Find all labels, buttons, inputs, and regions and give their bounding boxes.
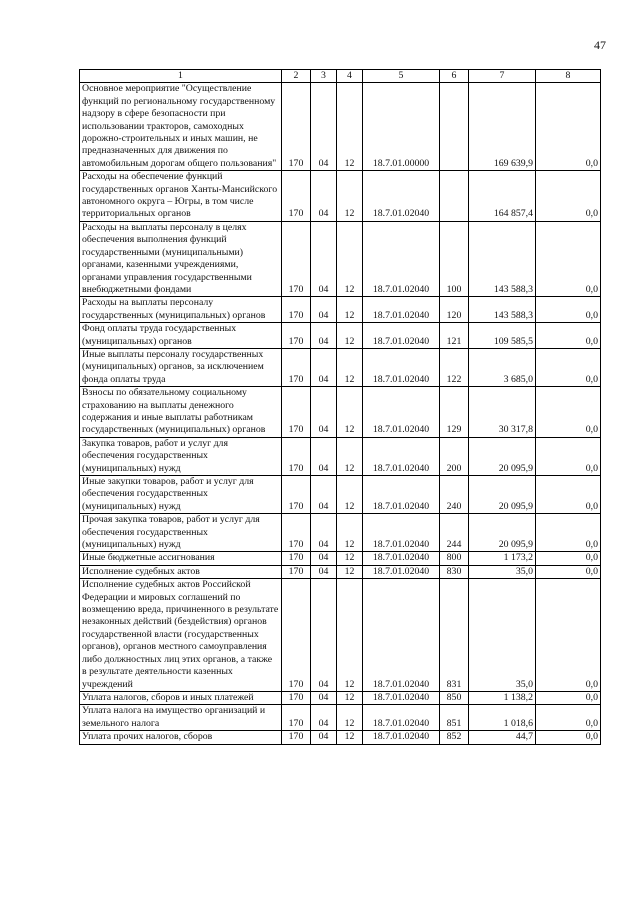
table-row [80, 297, 601, 323]
row-amount: 35,0 [469, 565, 536, 578]
row-admin-code: 170 [282, 437, 311, 475]
row-name: Прочая закупка товаров, работ и услуг для обеспечения государственных (муниципальных) нужд [80, 514, 282, 552]
row-section-code: 04 [311, 297, 337, 323]
row-amount: 20 095,9 [469, 476, 536, 514]
row-target-code: 18.7.01.00000 [363, 83, 440, 171]
column-header-5: 5 [363, 70, 440, 83]
table-row [80, 579, 601, 692]
row-amount-other: 0,0 [536, 323, 601, 349]
row-subsection-code: 12 [337, 297, 363, 323]
table-row [80, 691, 601, 704]
row-amount-other: 0,0 [536, 691, 601, 704]
row-subsection-code: 12 [337, 323, 363, 349]
row-target-code: 18.7.01.02040 [363, 579, 440, 692]
row-expense-type: 851 [440, 705, 469, 731]
row-name: Закупка товаров, работ и услуг для обеспечения государственных (муниципальных) нужд [80, 437, 282, 475]
row-section-code: 04 [311, 514, 337, 552]
row-amount: 1 138,2 [469, 691, 536, 704]
row-section-code: 04 [311, 387, 337, 438]
row-admin-code: 170 [282, 705, 311, 731]
row-name: Уплата прочих налогов, сборов [80, 731, 282, 744]
row-target-code: 18.7.01.02040 [363, 297, 440, 323]
row-name: Основное мероприятие "Осуществление функций по региональному государственному надзору в сфере безопасности при использовании тракторов, самоходных дорожно-строительных и иных машин, не предназначенных для движения по автомобильным дорогам общего пользования" [80, 83, 282, 171]
row-target-code: 18.7.01.02040 [363, 565, 440, 578]
row-amount-other: 0,0 [536, 171, 601, 222]
row-amount-other: 0,0 [536, 552, 601, 565]
row-admin-code: 170 [282, 552, 311, 565]
table-row [80, 514, 601, 552]
row-name: Расходы на выплаты персоналу в целях обеспечения выполнения функций государственными (муниципальными) органами, казенными учреждениями, органами управления государственными внебюджетными фондами [80, 221, 282, 296]
row-target-code: 18.7.01.02040 [363, 691, 440, 704]
row-subsection-code: 12 [337, 514, 363, 552]
row-amount-other: 0,0 [536, 221, 601, 296]
row-section-code: 04 [311, 476, 337, 514]
row-admin-code: 170 [282, 476, 311, 514]
row-section-code: 04 [311, 171, 337, 222]
row-expense-type: 244 [440, 514, 469, 552]
row-amount-other: 0,0 [536, 579, 601, 692]
row-amount: 1 173,2 [469, 552, 536, 565]
table-row [80, 221, 601, 296]
budget-table [79, 69, 601, 745]
column-header-7: 7 [469, 70, 536, 83]
row-subsection-code: 12 [337, 171, 363, 222]
table-row [80, 565, 601, 578]
column-header-8: 8 [536, 70, 601, 83]
row-name: Исполнение судебных актов [80, 565, 282, 578]
row-expense-type: 121 [440, 323, 469, 349]
row-target-code: 18.7.01.02040 [363, 476, 440, 514]
row-expense-type [440, 171, 469, 222]
row-admin-code: 170 [282, 565, 311, 578]
row-name: Исполнение судебных актов Российской Федерации и мировых соглашений по возмещению вреда, причиненного в результате незаконных действий (бездействия) органов государственной власти (государственных органов), органов местного самоуправления либо должностных лиц этих органов, а также в результате деятельности казенных учреждений [80, 579, 282, 692]
column-header-2: 2 [282, 70, 311, 83]
table-row [80, 705, 601, 731]
row-amount: 1 018,6 [469, 705, 536, 731]
row-section-code: 04 [311, 552, 337, 565]
row-amount: 44,7 [469, 731, 536, 744]
column-header-3: 3 [311, 70, 337, 83]
table-body [80, 83, 601, 744]
row-expense-type: 200 [440, 437, 469, 475]
row-amount-other: 0,0 [536, 387, 601, 438]
table-row [80, 323, 601, 349]
row-amount: 3 685,0 [469, 348, 536, 386]
row-amount-other: 0,0 [536, 297, 601, 323]
row-section-code: 04 [311, 221, 337, 296]
row-amount-other: 0,0 [536, 565, 601, 578]
page-number: 47 [594, 38, 606, 52]
row-admin-code: 170 [282, 579, 311, 692]
row-expense-type: 850 [440, 691, 469, 704]
row-amount-other: 0,0 [536, 476, 601, 514]
row-section-code: 04 [311, 565, 337, 578]
row-section-code: 04 [311, 705, 337, 731]
row-target-code: 18.7.01.02040 [363, 387, 440, 438]
column-header-6: 6 [440, 70, 469, 83]
table-row [80, 437, 601, 475]
row-name: Расходы на обеспечение функций государственных органов Ханты-Мансийского автономного округа – Югры, в том числе территориальных органов [80, 171, 282, 222]
row-expense-type: 240 [440, 476, 469, 514]
row-subsection-code: 12 [337, 731, 363, 744]
row-subsection-code: 12 [337, 221, 363, 296]
table-row [80, 731, 601, 744]
table-row [80, 387, 601, 438]
table-row [80, 348, 601, 386]
row-expense-type: 120 [440, 297, 469, 323]
row-target-code: 18.7.01.02040 [363, 348, 440, 386]
row-section-code: 04 [311, 323, 337, 349]
row-amount-other: 0,0 [536, 731, 601, 744]
row-target-code: 18.7.01.02040 [363, 552, 440, 565]
table-row [80, 83, 601, 171]
row-subsection-code: 12 [337, 579, 363, 692]
row-admin-code: 170 [282, 387, 311, 438]
row-subsection-code: 12 [337, 437, 363, 475]
row-amount-other: 0,0 [536, 514, 601, 552]
row-name: Уплата налога на имущество организаций и земельного налога [80, 705, 282, 731]
table-row [80, 552, 601, 565]
row-name: Расходы на выплаты персоналу государственных (муниципальных) органов [80, 297, 282, 323]
row-section-code: 04 [311, 691, 337, 704]
row-name: Уплата налогов, сборов и иных платежей [80, 691, 282, 704]
row-subsection-code: 12 [337, 565, 363, 578]
row-name: Иные закупки товаров, работ и услуг для обеспечения государственных (муниципальных) нужд [80, 476, 282, 514]
row-expense-type: 129 [440, 387, 469, 438]
row-expense-type: 852 [440, 731, 469, 744]
row-target-code: 18.7.01.02040 [363, 705, 440, 731]
row-amount: 20 095,9 [469, 514, 536, 552]
row-admin-code: 170 [282, 514, 311, 552]
row-target-code: 18.7.01.02040 [363, 514, 440, 552]
row-target-code: 18.7.01.02040 [363, 171, 440, 222]
row-amount: 30 317,8 [469, 387, 536, 438]
row-name: Фонд оплаты труда государственных (муниципальных) органов [80, 323, 282, 349]
row-target-code: 18.7.01.02040 [363, 731, 440, 744]
row-section-code: 04 [311, 579, 337, 692]
row-admin-code: 170 [282, 83, 311, 171]
row-admin-code: 170 [282, 691, 311, 704]
row-expense-type: 800 [440, 552, 469, 565]
row-target-code: 18.7.01.02040 [363, 221, 440, 296]
row-target-code: 18.7.01.02040 [363, 437, 440, 475]
row-amount: 109 585,5 [469, 323, 536, 349]
row-target-code: 18.7.01.02040 [363, 323, 440, 349]
row-subsection-code: 12 [337, 387, 363, 438]
row-amount: 20 095,9 [469, 437, 536, 475]
row-amount: 164 857,4 [469, 171, 536, 222]
row-admin-code: 170 [282, 171, 311, 222]
row-subsection-code: 12 [337, 552, 363, 565]
table-header [80, 70, 601, 83]
row-expense-type: 122 [440, 348, 469, 386]
row-section-code: 04 [311, 83, 337, 171]
row-amount: 169 639,9 [469, 83, 536, 171]
row-subsection-code: 12 [337, 705, 363, 731]
row-name: Взносы по обязательному социальному страхованию на выплаты денежного содержания и иные выплаты работникам государственных (муниципальных) органов [80, 387, 282, 438]
row-admin-code: 170 [282, 221, 311, 296]
row-amount-other: 0,0 [536, 705, 601, 731]
column-header-4: 4 [337, 70, 363, 83]
row-expense-type [440, 83, 469, 171]
row-amount-other: 0,0 [536, 348, 601, 386]
row-amount-other: 0,0 [536, 83, 601, 171]
row-admin-code: 170 [282, 323, 311, 349]
row-section-code: 04 [311, 731, 337, 744]
row-expense-type: 831 [440, 579, 469, 692]
column-header-1: 1 [80, 70, 282, 83]
row-subsection-code: 12 [337, 691, 363, 704]
row-admin-code: 170 [282, 348, 311, 386]
row-amount: 143 588,3 [469, 297, 536, 323]
row-name: Иные выплаты персоналу государственных (муниципальных) органов, за исключением фонда оплаты труда [80, 348, 282, 386]
header-row [80, 70, 601, 83]
row-name: Иные бюджетные ассигнования [80, 552, 282, 565]
row-amount-other: 0,0 [536, 437, 601, 475]
row-subsection-code: 12 [337, 348, 363, 386]
row-subsection-code: 12 [337, 476, 363, 514]
row-amount: 143 588,3 [469, 221, 536, 296]
table-row [80, 171, 601, 222]
row-admin-code: 170 [282, 731, 311, 744]
row-section-code: 04 [311, 437, 337, 475]
row-subsection-code: 12 [337, 83, 363, 171]
row-admin-code: 170 [282, 297, 311, 323]
row-section-code: 04 [311, 348, 337, 386]
table-row [80, 476, 601, 514]
row-expense-type: 830 [440, 565, 469, 578]
row-expense-type: 100 [440, 221, 469, 296]
row-amount: 35,0 [469, 579, 536, 692]
